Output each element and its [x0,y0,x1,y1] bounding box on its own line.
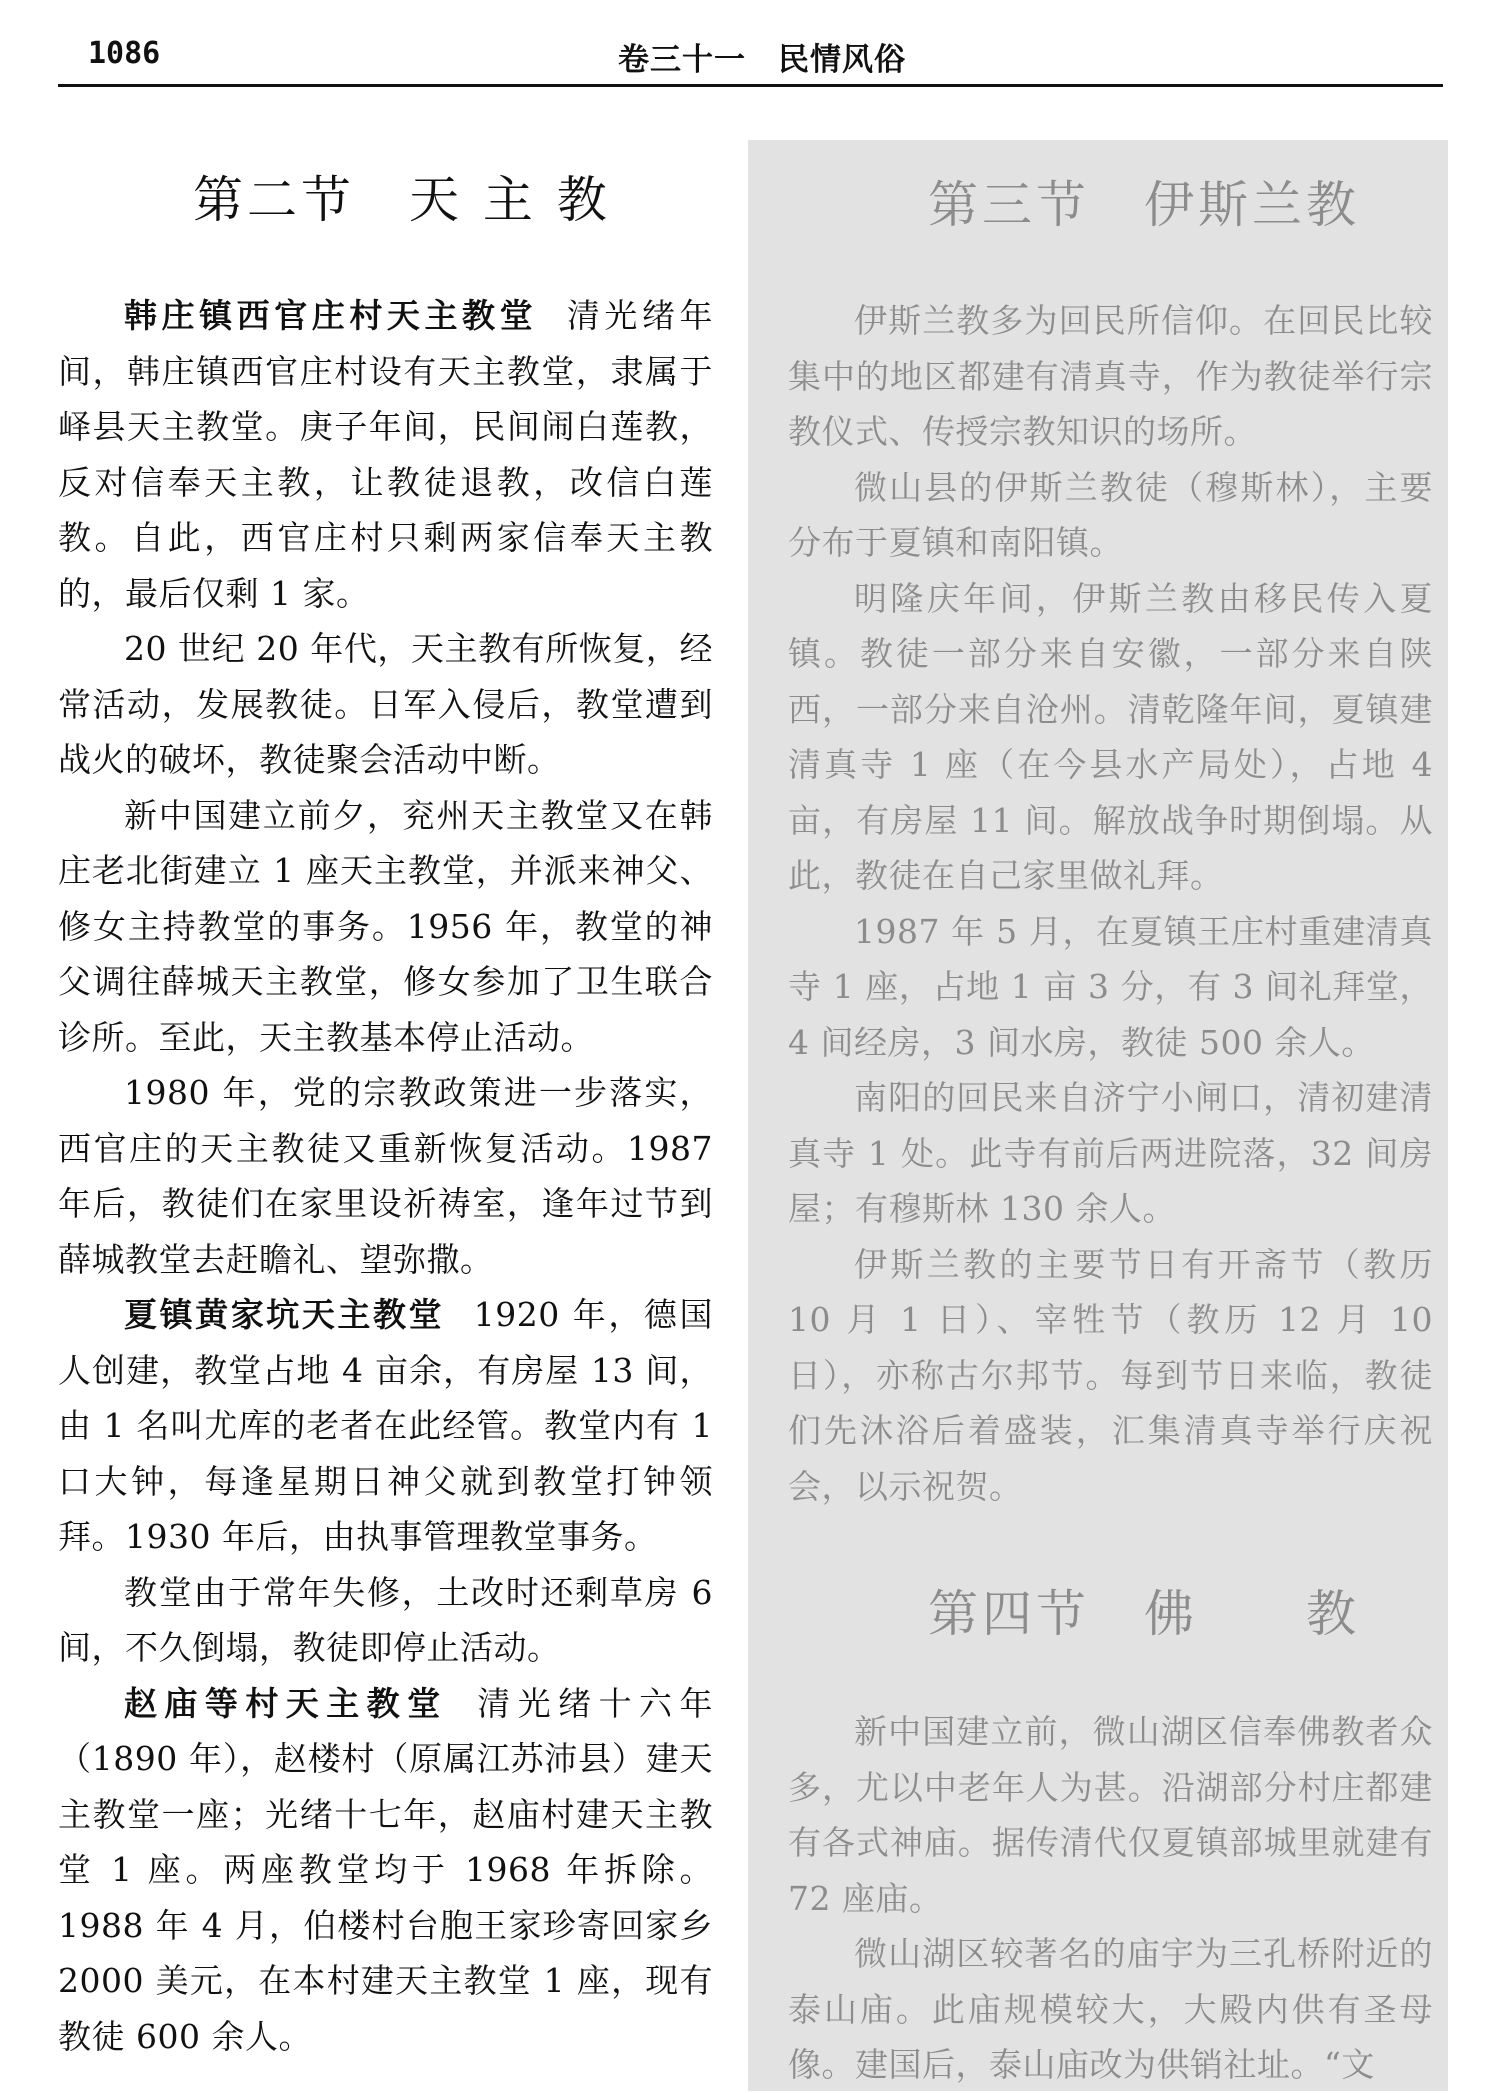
paragraph: 伊斯兰教的主要节日有开斋节（教历 10 月 1 日）、宰牲节（教历 12 月 10 日），亦称古尔邦节。每到节日来临，教徒们先沐浴后着盛装，汇集清真寺举行庆祝会，以示祝贺。 [788,1244,1433,1506]
paragraph: 微山县的伊斯兰教徒（穆斯林），主要分布于夏镇和南阳镇。 [788,467,1433,562]
paragraph-text: 1920 年，德国人创建，教堂占地 4 亩余，有房屋 13 间，由 1 名叫尤库的老者在此经管。教堂内有 1 口大钟，每逢星期日神父就到教堂打钟领拜。1930 年后，由执事管理教堂事务。 [58,1295,713,1556]
paragraph-lead: 韩庄镇西官庄村天主教堂 [124,296,538,335]
paragraph [58,788,713,1066]
paragraph [58,1065,713,1287]
paragraph-text: 清光绪十六年（1890 年），赵楼村（原属江苏沛县）建天主教堂一座；光绪十七年，赵庙村建天主教堂 1 座。两座教堂均于 1968 年拆除。1988 年 4 月，伯楼村台胞王家珍寄回家乡 2000 美元，在本村建天主教堂 1 座，现有教徒 600 余人。 [58,1683,714,2056]
paragraph [58,621,713,788]
running-header [58,28,1443,87]
paragraph [58,288,713,621]
paragraph [58,1287,713,1565]
paragraph-lead: 夏镇黄家坑天主教堂 [124,1295,445,1334]
paragraph [58,1565,713,1676]
paragraph-text: 1980 年，党的宗教政策进一步落实，西官庄的天主教徒又重新恢复活动。1987 年后，教徒们在家里设祈祷室，逢年过节到薛城教堂去赶瞻礼、望弥撒。 [58,1073,713,1279]
paragraph: 伊斯兰教多为回民所信仰。在回民比较集中的地区都建有清真寺，作为教徒举行宗教仪式、传授宗教知识的场所。 [788,301,1433,451]
running-title: 卷三十一 民情风俗 [618,42,906,78]
left-column [58,140,713,2064]
paragraph-text: 教堂由于常年失修，土改时还剩草房 6 间，不久倒塌，教徒即停止活动。 [58,1572,713,1667]
paragraph: 明隆庆年间，伊斯兰教由移民传入夏镇。教徒一部分来自安徽，一部分来自陕西，一部分来自沧州。清乾隆年间，夏镇建清真寺 1 座（在今县水产局处），占地 4 亩，有房屋 11 间。解放战争时期倒塌。从此，教徒在自己家里做礼拜。 [788,578,1433,895]
paragraph-lead: 赵庙等村天主教堂 [124,1683,448,1723]
paragraph-text: 20 世纪 20 年代，天主教有所恢复，经常活动，发展教徒。日军入侵后，教堂遭到战火的破坏，教徒聚会活动中断。 [58,629,713,779]
section-title-islam: 第三节 伊斯兰教 [928,176,1360,234]
page-number: 1086 [88,36,161,71]
paragraph [58,1676,713,2065]
paragraph: 1987 年 5 月，在夏镇王庄村重建清真寺 1 座，占地 1 亩 3 分，有 3 间礼拜堂，4 间经房，3 间水房，教徒 500 余人。 [788,911,1433,1062]
paragraph-text: 清光绪年间，韩庄镇西官庄村设有天主教堂，隶属于峄县天主教堂。庚子年间，民间闹白莲教，反对信奉天主教，让教徒退教，改信白莲教。自此，西官庄村只剩两家信奉天主教的，最后仅剩 1 家。 [58,296,714,613]
right-column [748,140,1448,2091]
paragraph: 微山湖区较著名的庙宇为三孔桥附近的泰山庙。此庙规模较大，大殿内供有圣母像。建国后，泰山庙改为供销社址。“文 [788,1934,1433,2084]
paragraph-text: 新中国建立前夕，兖州天主教堂又在韩庄老北街建立 1 座天主教堂，并派来神父、修女主持教堂的事务。1956 年，教堂的神父调往薛城天主教堂，修女参加了卫生联合诊所。至此，天主教基本停止活动。 [58,795,713,1057]
paragraph: 南阳的回民来自济宁小闸口，清初建清真寺 1 处。此寺有前后两进院落，32 间房屋；有穆斯林 130 余人。 [788,1078,1433,1228]
section-title-catholicism: 第二节 天 主 教 [193,171,611,229]
section-title-buddhism: 第四节 佛 教 [928,1585,1360,1643]
paragraph: 新中国建立前，微山湖区信奉佛教者众多，尤以中老年人为甚。沿湖部分村庄都建有各式神庙。据传清代仅夏镇部城里就建有 72 座庙。 [788,1712,1433,1918]
